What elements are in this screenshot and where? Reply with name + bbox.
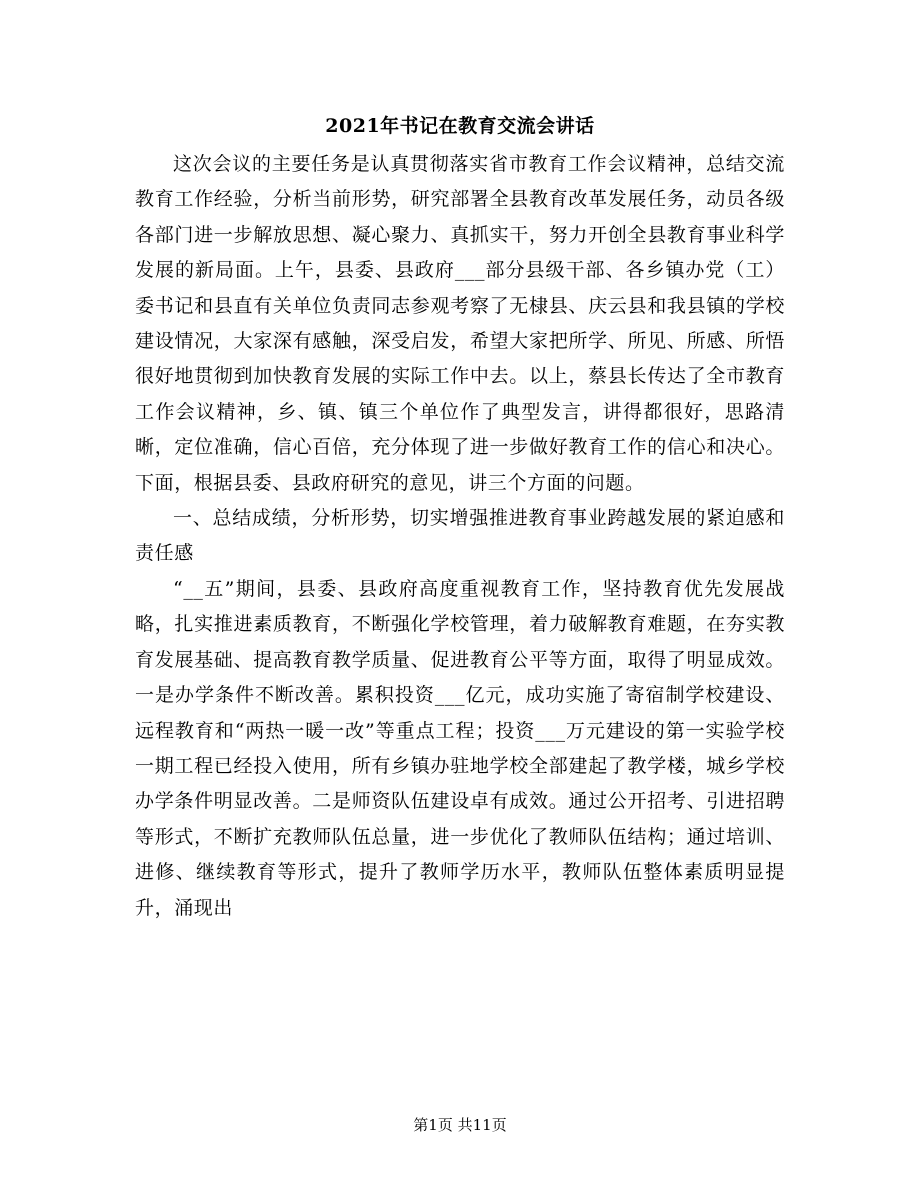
document-body <box>135 147 785 926</box>
paragraph-section-heading: 一、总结成绩，分析形势，切实增强推进教育事业跨越发展的紧迫感和责任感 <box>135 507 785 565</box>
page-number: 第1页 共11页 <box>413 1116 507 1134</box>
paragraph-opening: 这次会议的主要任务是认真贯彻落实省市教育工作会议精神，总结交流教育工作经验，分析当前形势，研究部署全县教育改革发展任务，动员各级各部门进一步解放思想、凝心聚力、真抓实干，努力开创全县教育事业科学发展的新局面。上午，县委、县政府___部分县级干部、各乡镇办党（工）委书记和县直有关单位负责同志参观考察了无棣县、庆云县和我县镇的学校建设情况，大家深有感触，深受启发，希望大家把所学、所见、所感、所悟很好地贯彻到加快教育发展的实际工作中去。以上，蔡县长传达了全市教育工作会议精神，乡、镇、镇三个单位作了典型发言，讲得都很好，思路清晰，定位准确，信心百倍，充分体现了进一步做好教育工作的信心和决心。下面，根据县委、县政府研究的意见，讲三个方面的问题。 <box>135 153 785 494</box>
paragraph-achievements: “__五”期间，县委、县政府高度重视教育工作，坚持教育优先发展战略，扎实推进素质教育，不断强化学校管理，着力破解教育难题，在夯实教育发展基础、提高教育教学质量、促进教育公平等方面，取得了明显成效。一是办学条件不断改善。累积投资___亿元，成功实施了寄宿制学校建设、远程教育和“两热一暖一改”等重点工程；投资___万元建设的第一实验学校一期工程已经投入使用，所有乡镇办驻地学校全部建起了教学楼，城乡学校办学条件明显改善。二是师资队伍建设卓有成效。通过公开招考、引进招聘等形式，不断扩充教师队伍总量，进一步优化了教师队伍结构；通过培训、进修、继续教育等形式，提升了教师学历水平，教师队伍整体素质明显提升，涌现出 <box>135 577 785 919</box>
document-title: 2021年书记在教育交流会讲话 <box>325 115 595 137</box>
